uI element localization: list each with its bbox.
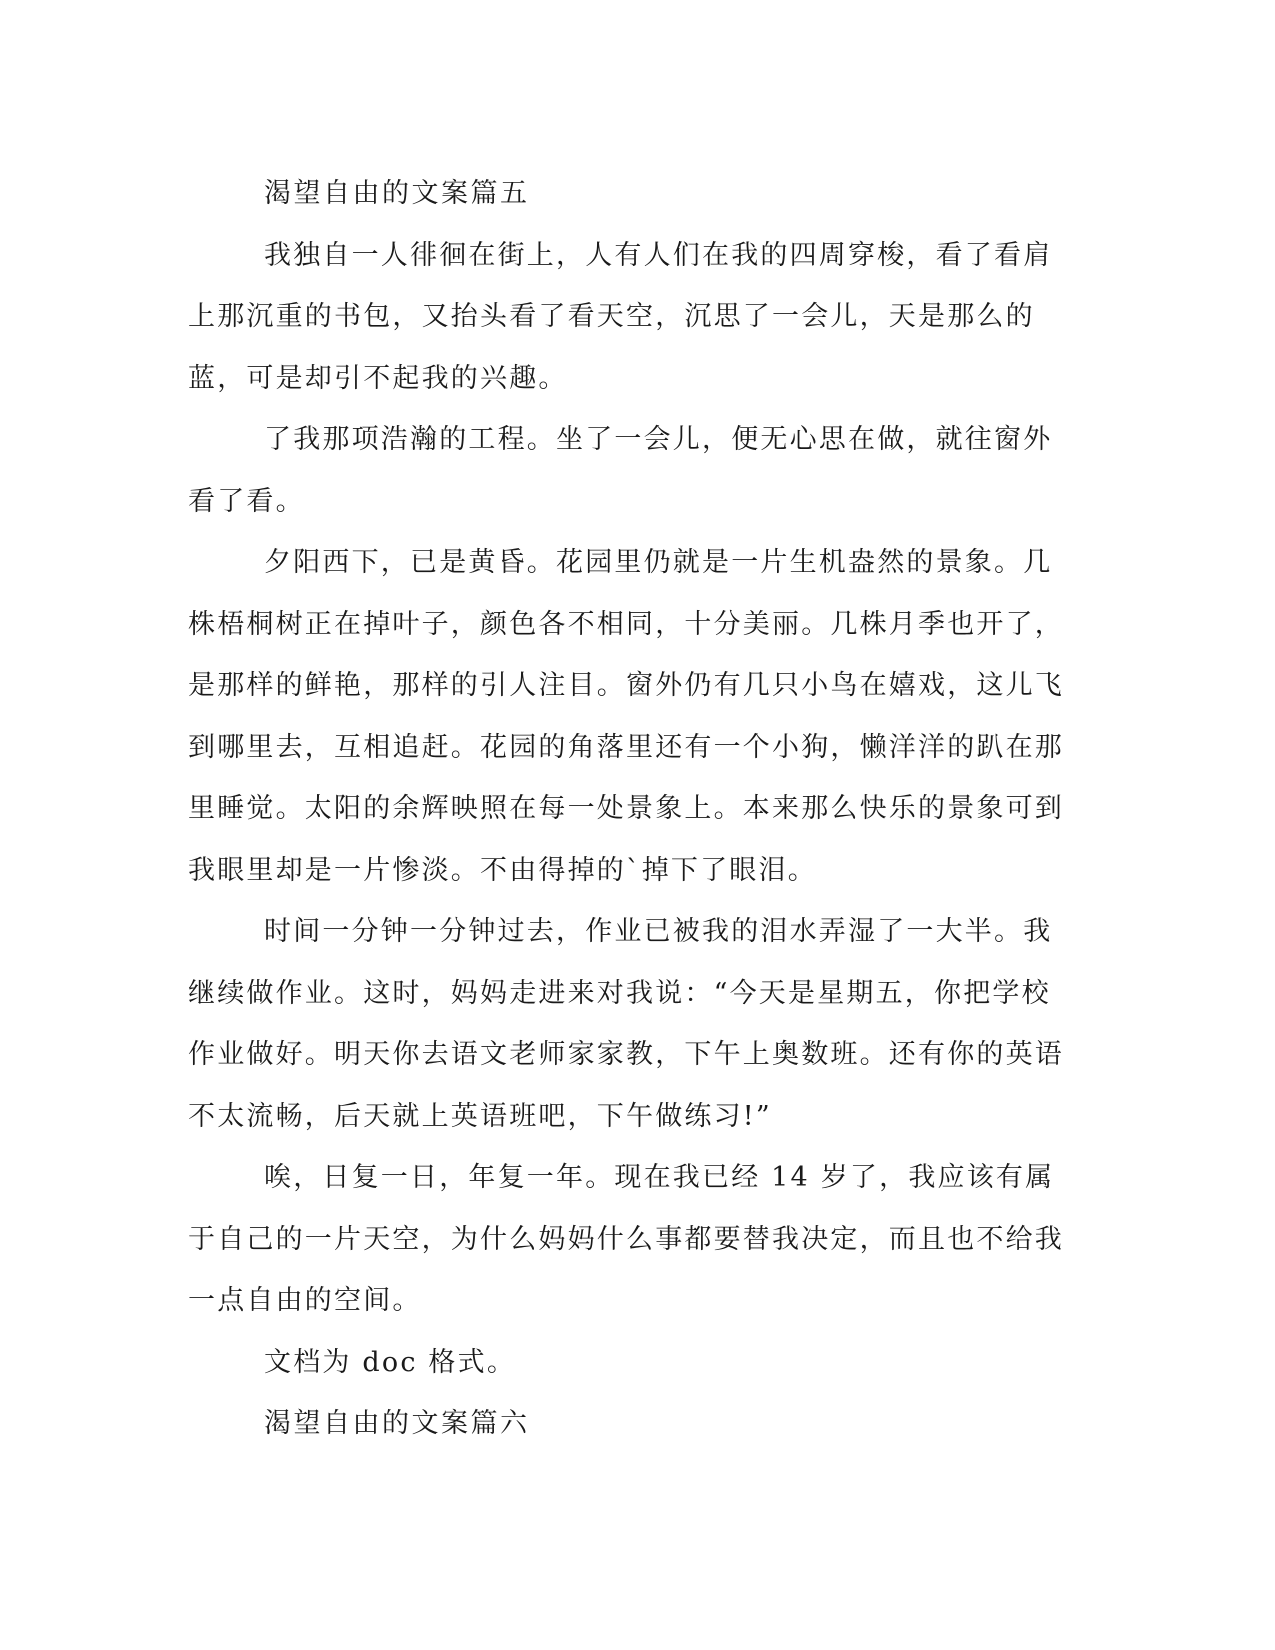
paragraph-mother-speech: 时间一分钟一分钟过去，作业已被我的泪水弄湿了一大半。我继续做作业。这时，妈妈走进来对我说：“今天是星期五，你把学校作业做好。明天你去语文老师家家教，下午上奥数班。还有你的英语不太流畅，后天就上英语班吧，下午做练习!”	[188, 916, 1064, 1132]
document-body	[188, 163, 1076, 1455]
paragraph-doc-format: 文档为 doc 格式。	[264, 1346, 517, 1378]
section-title-5: 渴望自由的文案篇五	[264, 178, 530, 209]
section-title-6: 渴望自由的文案篇六	[264, 1408, 530, 1439]
paragraph-freedom-wish: 唉，日复一日，年复一年。现在我已经 14 岁了，我应该有属于自己的一片天空，为什么妈妈什么事都要替我决定，而且也不给我一点自由的空间。	[188, 1162, 1064, 1316]
paragraph-sunset-garden: 夕阳西下，已是黄昏。花园里仍就是一片生机盎然的景象。几株梧桐树正在掉叶子，颜色各不相同，十分美丽。几株月季也开了，是那样的鲜艳，那样的引人注目。窗外仍有几只小鸟在嬉戏，这儿飞到哪里去，互相追赶。花园的角落里还有一个小狗，懒洋洋的趴在那里睡觉。太阳的余辉映照在每一处景象上。本来那么快乐的景象可到我眼里却是一片惨淡。不由得掉的`掉下了眼泪。	[188, 547, 1064, 886]
paragraph-homework-window: 了我那项浩瀚的工程。坐了一会儿，便无心思在做，就往窗外看了看。	[188, 424, 1053, 517]
paragraph-street-wandering: 我独自一人徘徊在街上，人有人们在我的四周穿梭，看了看肩上那沉重的书包，又抬头看了看天空，沉思了一会儿，天是那么的蓝，可是却引不起我的兴趣。	[188, 239, 1053, 394]
